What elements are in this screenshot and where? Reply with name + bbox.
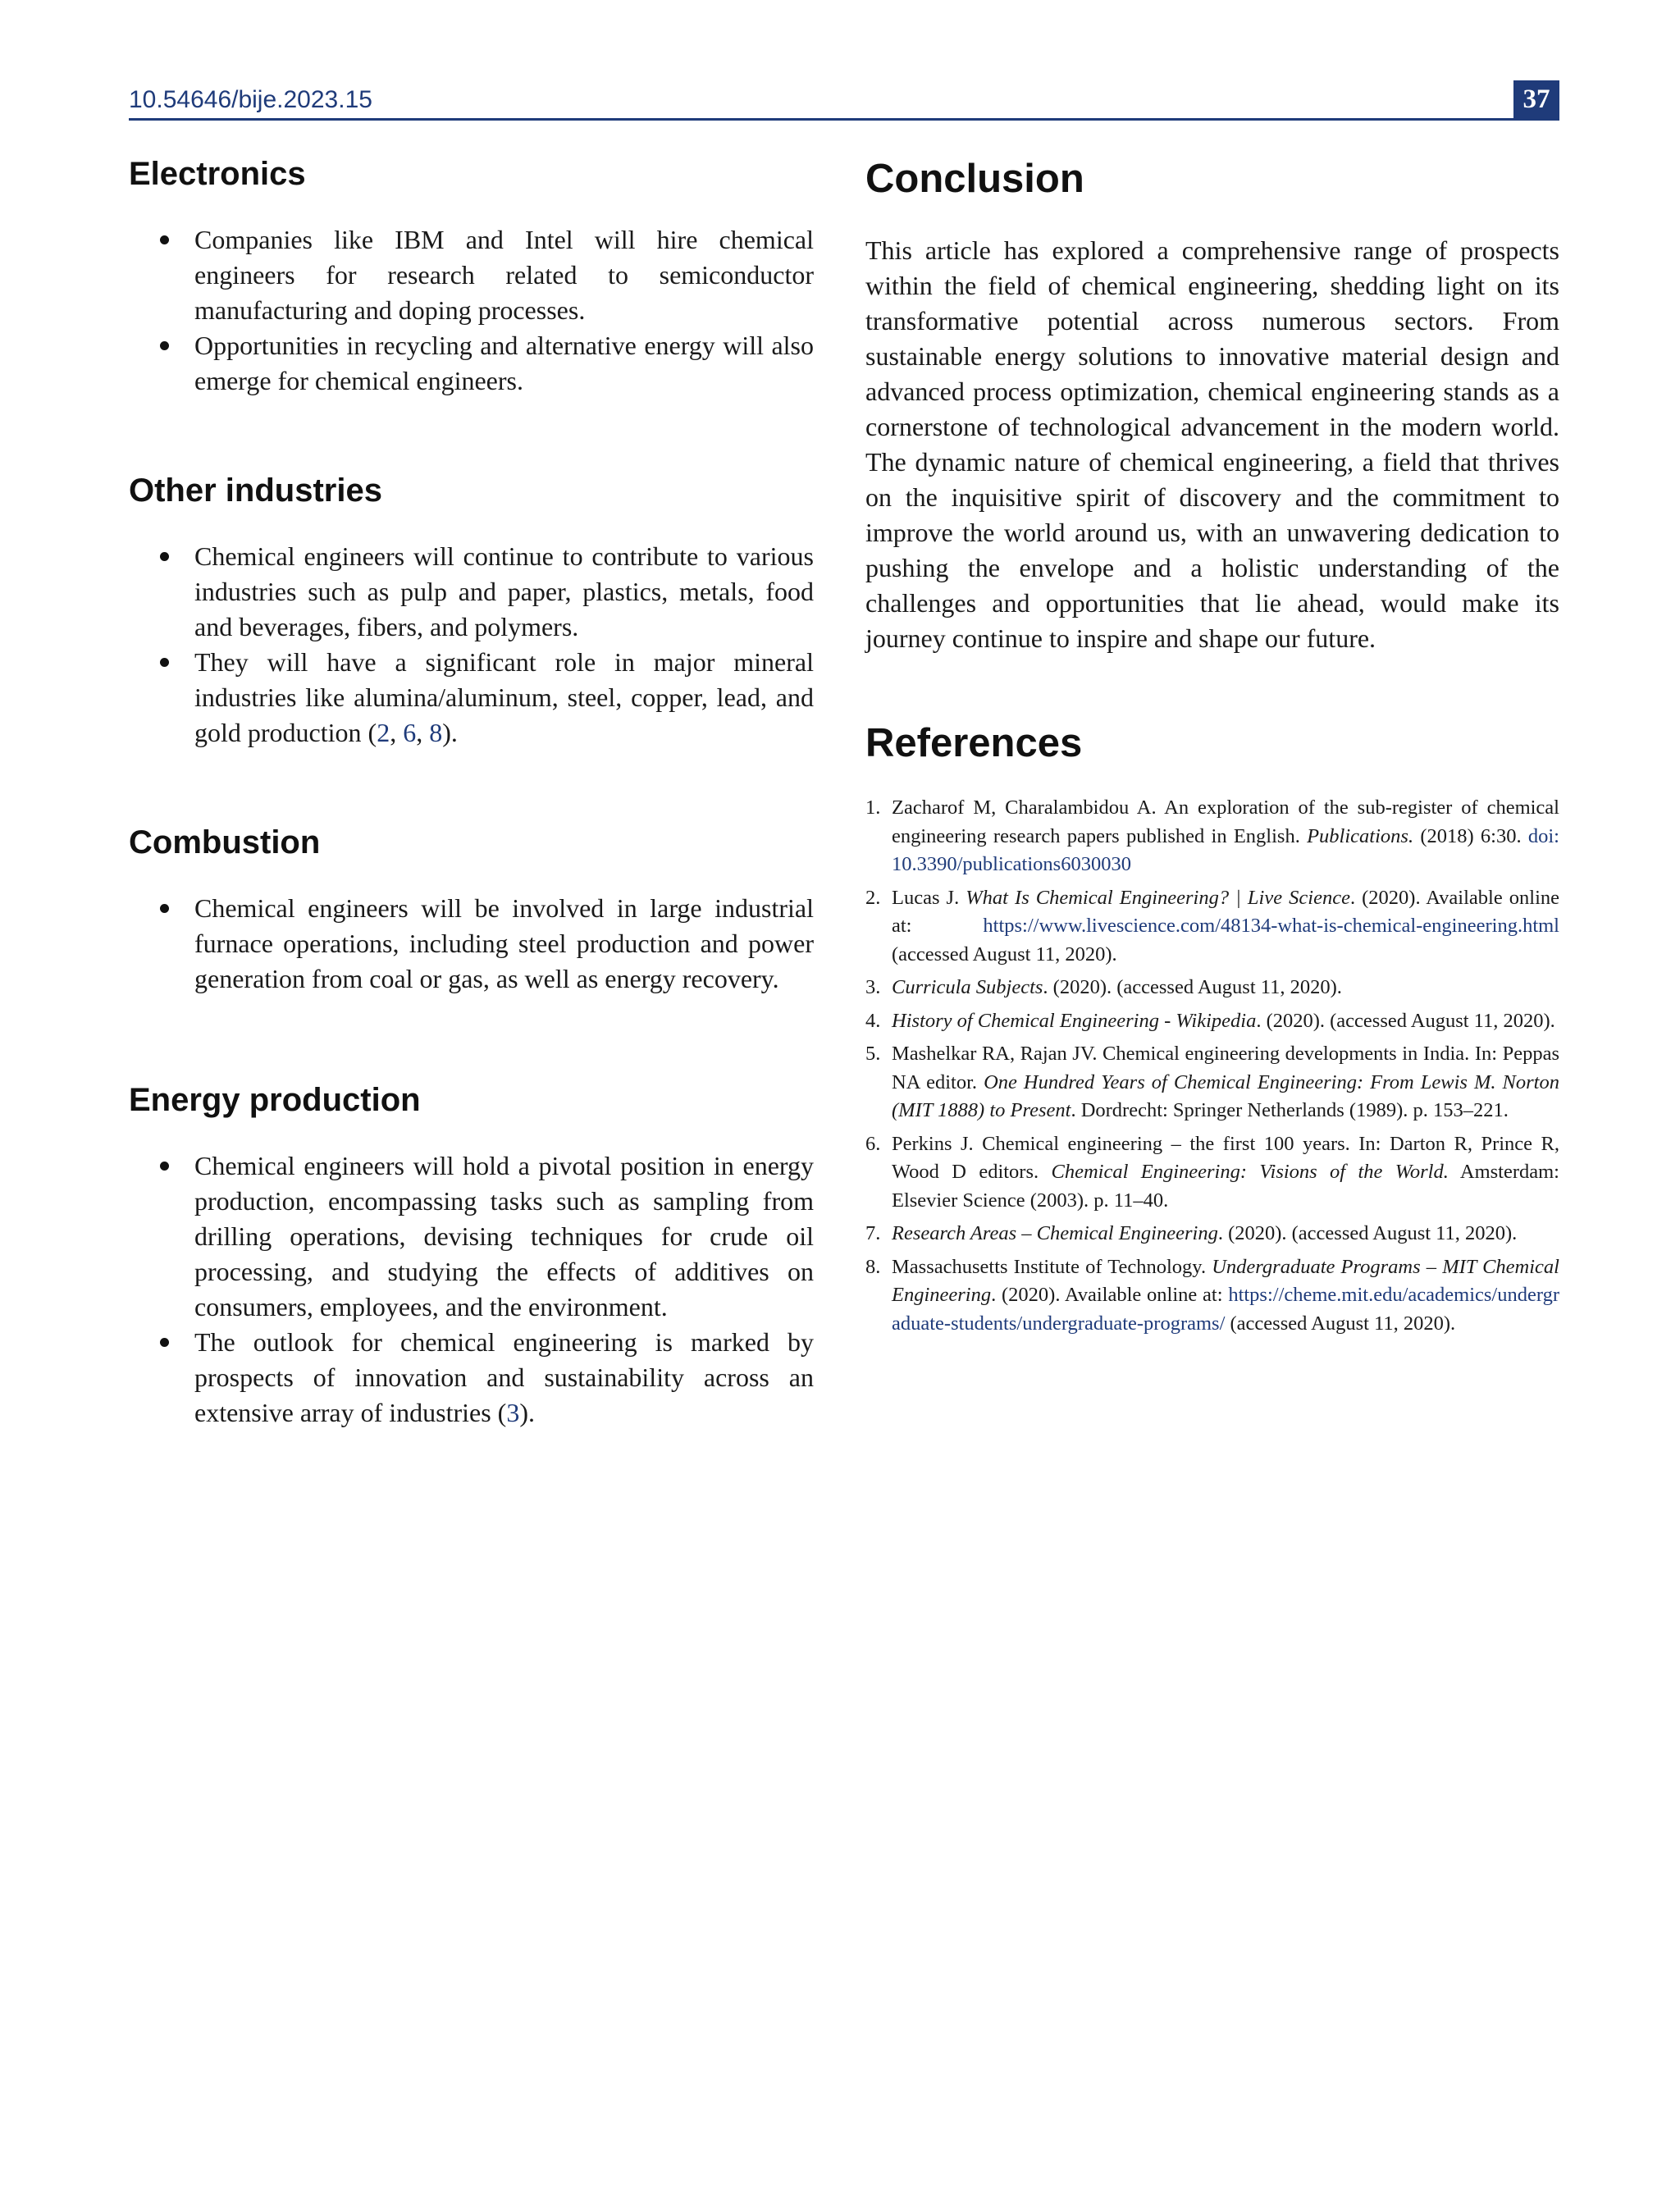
list-item-text: Opportunities in recycling and alternative energy will also emerge for chemical engineers. [194,331,814,395]
section-title-electronics: Electronics [129,156,306,192]
reference-title: One Hundred Years of Chemical Engineering: From Lewis M. Norton (MIT 1888) to Present [892,1070,1559,1121]
list-item [194,1325,814,1431]
reference-number: 7. [865,1222,881,1244]
reference-text: . (2020). (accessed August 11, 2020). [1256,1009,1555,1032]
section-title-combustion: Combustion [129,824,321,860]
bullet-icon [160,235,169,244]
list-item-text: Chemical engineers will be involved in large industrial furnace operations, including steel production and power generation from coal or gas, as well as energy recovery. [194,893,814,993]
reference-item [865,884,1559,970]
section-title-conclusion: Conclusion [865,157,1084,201]
citation-link[interactable]: 6 [403,718,417,747]
bullet-icon [160,904,169,913]
reference-text: Mashelkar RA, Rajan JV. Chemical engineering developments in India. In: Peppas NA editor. [892,1043,1559,1093]
section-title-other-industries: Other industries [129,472,382,509]
reference-text: Massachusetts Institute of Technology. [892,1255,1212,1278]
energy-production-list [129,1148,814,1431]
list-item-text: Chemical engineers will hold a pivotal position in energy production, encompassing tasks such as sampling from drilling operations, devising techniques for crude oil processing, and studying the effects of additives on consumers, employees, and the environment. [194,1151,814,1321]
reference-text: . (2020). (accessed August 11, 2020). [1217,1222,1518,1244]
reference-number: 6. [865,1132,881,1155]
reference-text: . Dordrecht: Springer Netherlands (1989). p. 153–221. [1071,1099,1509,1121]
reference-title: Research Areas – Chemical Engineering [892,1222,1218,1244]
reference-text: Amsterdam: Elsevier Science (2003). p. 11–40. [892,1161,1559,1212]
reference-number: 8. [865,1255,881,1278]
reference-number: 3. [865,976,881,998]
reference-number: 4. [865,1009,881,1032]
electronics-list [129,222,814,399]
bullet-icon [160,341,169,350]
reference-url-link[interactable]: https://www.livescience.com/48134-what-is-chemical-engineering.html [983,915,1559,937]
reference-url-link[interactable]: https://cheme.mit.edu/academics/undergraduate-students/undergraduate-programs/ [892,1284,1559,1335]
section-title-energy-production: Energy production [129,1082,421,1118]
doi-link[interactable]: 10.54646/bije.2023.15 [129,86,372,113]
conclusion-paragraph: This article has explored a comprehensive range of prospects within the field of chemical engineering, shedding light on its transformative potential across numerous sectors. From sustainable energy solutions to innovative material design and advanced process optimization, chemical engineering stands as a cornerstone of technological advancement in the modern world. The dynamic nature of chemical engineering, a field that thrives on the inquisitive spirit of discovery and the commitment to improve the world around us, with an unwavering dedication to pushing the envelope and a holistic understanding of the challenges and opportunities that lie ahead, would make its journey continue to inspire and shape our future. [865,235,1559,653]
list-item [194,1148,814,1325]
reference-text: . (2020). Available online at: [991,1284,1229,1306]
bullet-icon [160,658,169,667]
reference-number: 1. [865,796,881,819]
reference-title: Curricula Subjects [892,976,1043,998]
reference-number: 5. [865,1043,881,1065]
right-column [865,156,1559,1343]
reference-title: Chemical Engineering: Visions of the World. [1051,1161,1449,1183]
page-header [129,80,1559,121]
list-item-text: ). [519,1398,535,1427]
citation-link[interactable]: 8 [429,718,443,747]
citation-link[interactable]: 3 [506,1398,520,1427]
section-title-references: References [865,721,1083,765]
reference-doi-link[interactable]: doi: 10.3390/publications6030030 [892,824,1559,875]
bullet-icon [160,552,169,561]
bullet-icon [160,1162,169,1171]
references-list [865,794,1559,1338]
list-item [194,328,814,399]
page-number: 37 [1513,80,1559,118]
list-item-text: Companies like IBM and Intel will hire chemical engineers for research related to semiconductor manufacturing and doping processes. [194,225,814,325]
reference-text: Perkins J. Chemical engineering – the first 100 years. In: Darton R, Prince R, Wood D editors. [892,1132,1559,1183]
list-item-text: They will have a significant role in major mineral industries like alumina/aluminum, steel, copper, lead, and gold production ( [194,647,814,747]
reference-text: (2018) 6:30. [1413,824,1528,847]
reference-title: Undergraduate Programs – MIT Chemical Engineering [892,1255,1559,1306]
reference-item [865,1040,1559,1125]
reference-number: 2. [865,886,881,909]
reference-title: Publications. [1307,824,1414,847]
reference-item [865,1130,1559,1216]
list-item [194,539,814,645]
list-item-text: ). [442,718,458,747]
list-item-text: Chemical engineers will continue to contribute to various industries such as pulp and paper, plastics, metals, food and beverages, fibers, and polymers. [194,541,814,641]
reference-title: What Is Chemical Engineering? | Live Science [966,886,1350,909]
list-item: They will have a significant role in major mineral industries like alumina/aluminum, steel, copper, lead, and gold production (2, 6, 8). [194,645,814,751]
other-industries-list [129,539,814,751]
reference-item [865,1220,1559,1248]
reference-text: (accessed August 11, 2020). [1225,1312,1456,1335]
citation-link[interactable]: 2 [377,718,390,747]
reference-item [865,794,1559,879]
list-item-text: The outlook for chemical engineering is marked by prospects of innovation and sustainability across an extensive array of industries ( [194,1327,814,1427]
reference-item [865,1253,1559,1339]
combustion-list [129,891,814,997]
list-item [194,222,814,328]
reference-item [865,974,1559,1002]
reference-item [865,1007,1559,1036]
reference-text: . (2020). Available online at: [892,886,1559,937]
bullet-icon [160,1338,169,1347]
left-column [129,156,814,1431]
reference-title: History of Chemical Engineering - Wikipedia [892,1009,1257,1032]
reference-text: Zacharof M, Charalambidou A. An exploration of the sub-register of chemical engineering research papers published in English. [892,796,1559,847]
reference-text: . (2020). (accessed August 11, 2020). [1043,976,1342,998]
list-item [194,891,814,997]
reference-text: Lucas J. [892,886,966,909]
reference-text: (accessed August 11, 2020). [892,943,1117,965]
